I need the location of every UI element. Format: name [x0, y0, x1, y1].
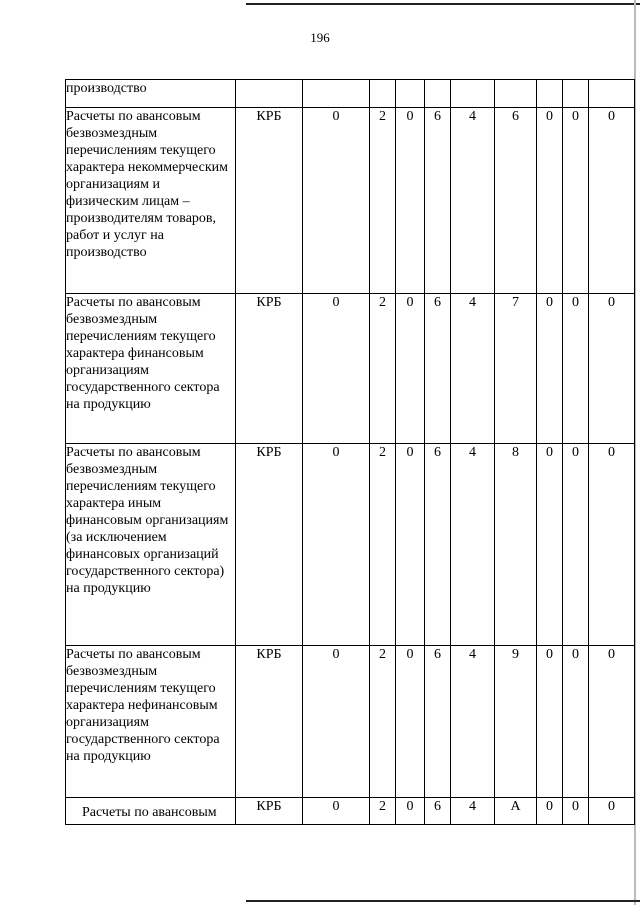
row-description: Расчеты по авансовым безвозмездным перечислениям текущего характера финансовым организациям государственного сектора на продукцию — [66, 294, 236, 444]
row-digit-3: 0 — [396, 444, 425, 646]
row-code: КРБ — [236, 646, 303, 798]
row-digit-7: 0 — [537, 798, 563, 825]
row-digit-2 — [370, 80, 396, 108]
row-digit-8: 0 — [563, 798, 589, 825]
row-digit-7: 0 — [537, 294, 563, 444]
row-digit-7: 0 — [537, 444, 563, 646]
row-digit-9 — [589, 80, 635, 108]
row-digit-3: 0 — [396, 108, 425, 294]
row-description: Расчеты по авансовым безвозмездным перечислениям текущего характера некоммерческим организациям и физическим лицам – производителям товаров, работ и услуг на производство — [66, 108, 236, 294]
row-digit-9: 0 — [589, 646, 635, 798]
row-description: Расчеты по авансовым безвозмездным перечислениям текущего характера иным финансовым организациям (за исключением финансовых организаций государственного сектора) на продукцию — [66, 444, 236, 646]
row-digit-4: 6 — [425, 444, 451, 646]
row-digit-4: 6 — [425, 798, 451, 825]
row-digit-2: 2 — [370, 294, 396, 444]
row-digit-6: 6 — [495, 108, 537, 294]
row-code: КРБ — [236, 798, 303, 825]
row-digit-2: 2 — [370, 108, 396, 294]
table-row — [66, 798, 635, 825]
row-digit-1: 0 — [303, 108, 370, 294]
row-digit-4: 6 — [425, 294, 451, 444]
table-row — [66, 646, 635, 798]
row-digit-3: 0 — [396, 798, 425, 825]
row-digit-4: 6 — [425, 108, 451, 294]
row-digit-7 — [537, 80, 563, 108]
row-digit-8 — [563, 80, 589, 108]
row-digit-9: 0 — [589, 108, 635, 294]
row-digit-2: 2 — [370, 444, 396, 646]
row-code: КРБ — [236, 294, 303, 444]
table-row — [66, 108, 635, 294]
row-code: КРБ — [236, 108, 303, 294]
row-digit-8: 0 — [563, 646, 589, 798]
row-digit-5: 4 — [451, 444, 495, 646]
row-description: производство — [66, 80, 236, 108]
row-description: Расчеты по авансовым безвозмездным перечислениям текущего характера нефинансовым организациям государственного сектора на продукцию — [66, 646, 236, 798]
row-digit-8: 0 — [563, 294, 589, 444]
row-digit-7: 0 — [537, 646, 563, 798]
row-digit-1: 0 — [303, 444, 370, 646]
row-digit-9: 0 — [589, 444, 635, 646]
row-description: Расчеты по авансовым — [66, 798, 236, 825]
row-digit-3 — [396, 80, 425, 108]
row-digit-6: 8 — [495, 444, 537, 646]
row-code: КРБ — [236, 444, 303, 646]
row-digit-8: 0 — [563, 444, 589, 646]
row-digit-4: 6 — [425, 646, 451, 798]
row-digit-4 — [425, 80, 451, 108]
row-digit-1: 0 — [303, 646, 370, 798]
row-digit-5 — [451, 80, 495, 108]
row-digit-2: 2 — [370, 798, 396, 825]
table-row — [66, 294, 635, 444]
row-digit-6: 9 — [495, 646, 537, 798]
scan-edge-bottom — [246, 900, 640, 902]
row-digit-9: 0 — [589, 798, 635, 825]
row-digit-6: А — [495, 798, 537, 825]
row-digit-1 — [303, 80, 370, 108]
row-digit-3: 0 — [396, 294, 425, 444]
accounts-table — [65, 79, 635, 825]
table-row — [66, 80, 635, 108]
row-digit-6: 7 — [495, 294, 537, 444]
scan-edge-top — [246, 3, 640, 5]
row-digit-1: 0 — [303, 294, 370, 444]
row-digit-9: 0 — [589, 294, 635, 444]
row-digit-8: 0 — [563, 108, 589, 294]
row-digit-5: 4 — [451, 294, 495, 444]
row-digit-5: 4 — [451, 108, 495, 294]
row-code — [236, 80, 303, 108]
row-digit-2: 2 — [370, 646, 396, 798]
row-digit-7: 0 — [537, 108, 563, 294]
page-number: 196 — [310, 30, 330, 45]
row-digit-5: 4 — [451, 798, 495, 825]
table-row — [66, 444, 635, 646]
row-digit-6 — [495, 80, 537, 108]
row-digit-1: 0 — [303, 798, 370, 825]
row-digit-3: 0 — [396, 646, 425, 798]
row-digit-5: 4 — [451, 646, 495, 798]
